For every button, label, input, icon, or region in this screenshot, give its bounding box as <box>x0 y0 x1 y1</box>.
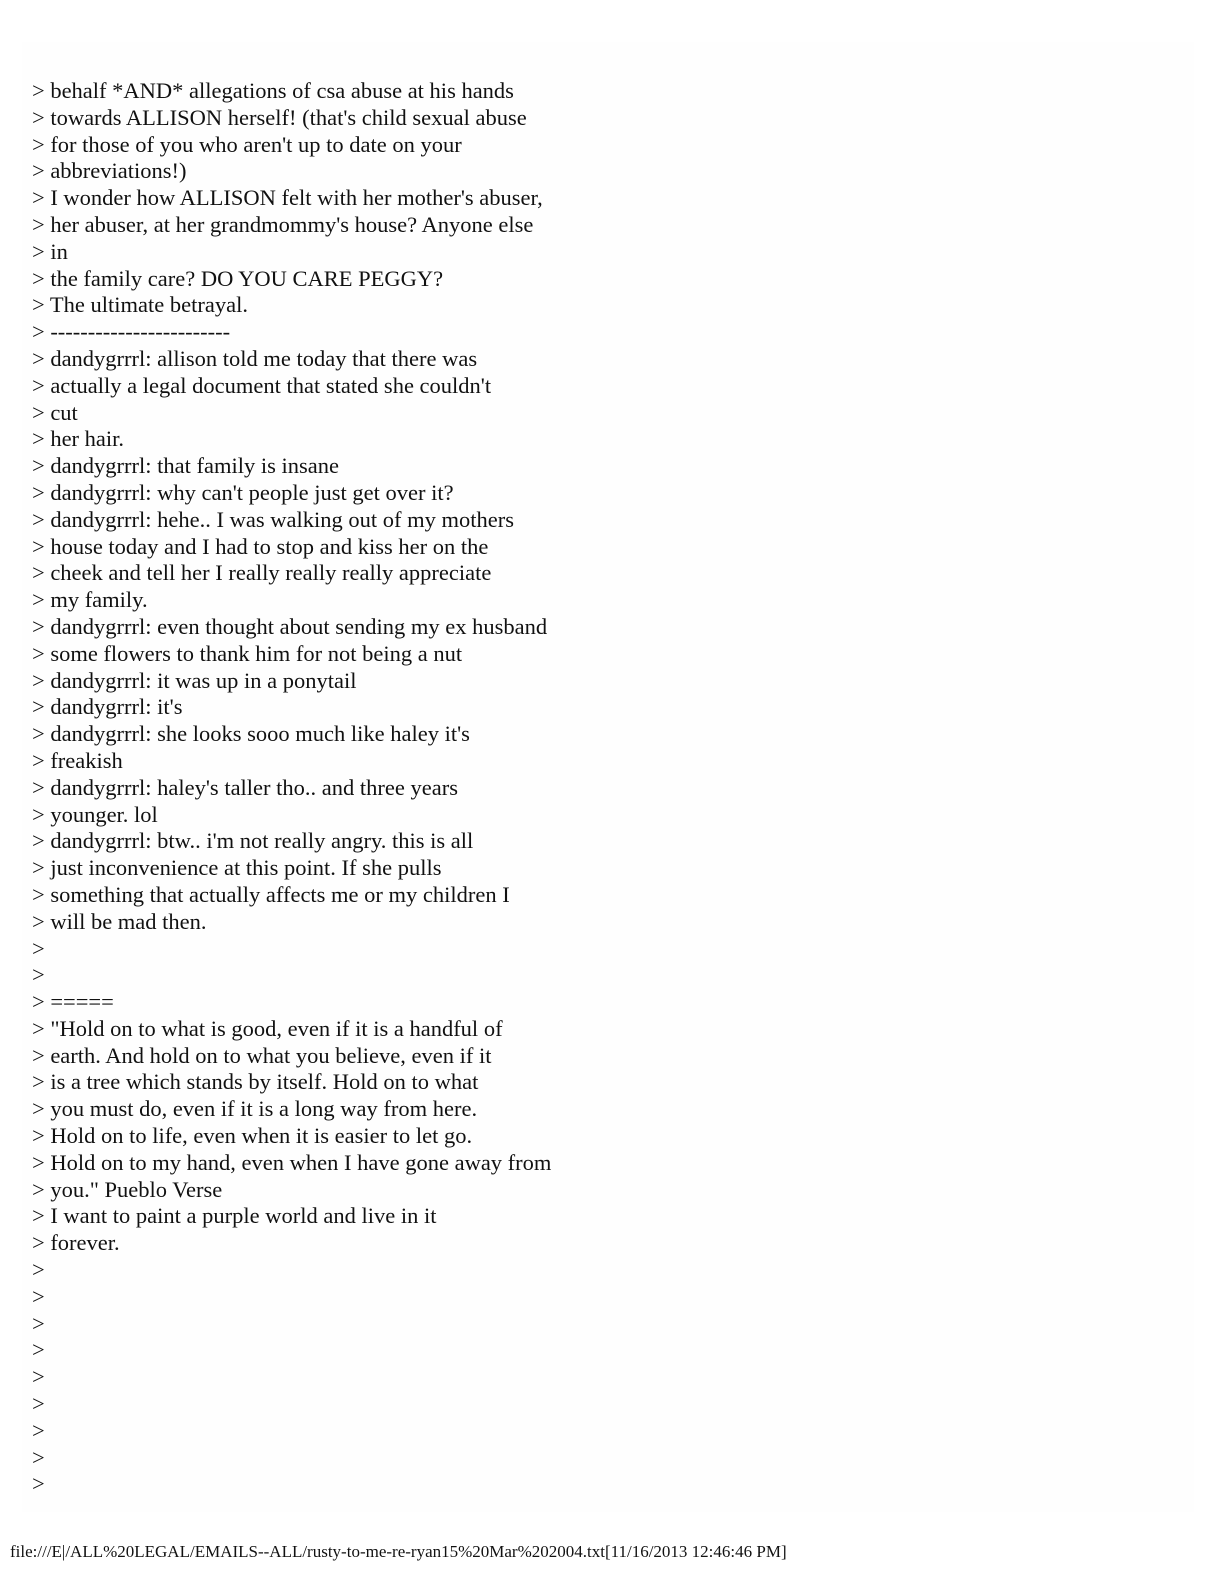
email-line: > is a tree which stands by itself. Hold on to what <box>32 1069 479 1095</box>
email-body-text <box>32 78 792 1498</box>
email-line: > <box>32 1257 45 1283</box>
email-line: > <box>32 1471 45 1497</box>
email-line: > Hold on to life, even when it is easier to let go. <box>32 1123 473 1149</box>
email-line: > some flowers to thank him for not being a nut <box>32 640 463 666</box>
email-line: > <box>32 1337 45 1363</box>
email-line: > <box>32 1310 45 1336</box>
email-line: > forever. <box>32 1230 120 1256</box>
email-line: > dandygrrrl: it was up in a ponytail <box>32 667 357 693</box>
email-line: > <box>32 1417 45 1443</box>
email-line: > The ultimate betrayal. <box>32 292 248 318</box>
email-line: > dandygrrrl: haley's taller tho.. and three years <box>32 774 458 800</box>
email-line: > actually a legal document that stated she couldn't <box>32 372 492 398</box>
email-line: > "Hold on to what is good, even if it is a handful of <box>32 1015 503 1041</box>
email-line: > dandygrrrl: btw.. i'm not really angry. this is all <box>32 828 474 854</box>
email-line: > cheek and tell her I really really really appreciate <box>32 560 492 586</box>
email-line: > younger. lol <box>32 801 158 827</box>
email-line: > you must do, even if it is a long way from here. <box>32 1096 478 1122</box>
email-line: > I wonder how ALLISON felt with her mother's abuser, <box>32 185 543 211</box>
email-line: > for those of you who aren't up to date on your <box>32 131 462 157</box>
email-line: > in <box>32 238 68 264</box>
email-line: > <box>32 962 45 988</box>
email-line: > dandygrrrl: hehe.. I was walking out of my mothers <box>32 506 514 532</box>
email-line: > will be mad then. <box>32 908 207 934</box>
email-line: > abbreviations!) <box>32 158 187 184</box>
email-line: > something that actually affects me or my children I <box>32 881 510 907</box>
email-line: > towards ALLISON herself! (that's child sexual abuse <box>32 104 527 130</box>
email-line: > <box>32 1364 45 1390</box>
email-line: > ===== <box>32 989 114 1015</box>
email-line: > <box>32 1391 45 1417</box>
email-line: > her abuser, at her grandmommy's house? Anyone else <box>32 211 534 237</box>
email-line: > earth. And hold on to what you believe, even if it <box>32 1042 492 1068</box>
email-line: > dandygrrrl: it's <box>32 694 183 720</box>
email-line: > dandygrrrl: even thought about sending my ex husband <box>32 613 548 639</box>
email-line: > <box>32 1283 45 1309</box>
email-line: > freakish <box>32 747 123 773</box>
email-line: > cut <box>32 399 78 425</box>
email-line: > just inconvenience at this point. If she pulls <box>32 855 442 881</box>
file-path-footer: file:///E|/ALL%20LEGAL/EMAILS--ALL/rusty-to-me-re-ryan15%20Mar%202004.txt[11/16/2013 12:46:46 PM] <box>10 1542 787 1561</box>
email-line: > dandygrrrl: allison told me today that there was <box>32 345 478 371</box>
email-line: > ------------------------ <box>32 319 231 345</box>
email-line: > you." Pueblo Verse <box>32 1176 223 1202</box>
email-line: > dandygrrrl: she looks sooo much like haley it's <box>32 721 470 747</box>
email-line: > house today and I had to stop and kiss her on the <box>32 533 489 559</box>
email-line: > my family. <box>32 587 148 613</box>
email-line: > her hair. <box>32 426 125 452</box>
email-line: > dandygrrrl: that family is insane <box>32 453 339 479</box>
email-line: > I want to paint a purple world and live in it <box>32 1203 437 1229</box>
email-line: > the family care? DO YOU CARE PEGGY? <box>32 265 444 291</box>
email-line: > <box>32 1444 45 1470</box>
email-line: > behalf *AND* allegations of csa abuse at his hands <box>32 78 514 103</box>
email-line: > Hold on to my hand, even when I have gone away from <box>32 1149 552 1175</box>
email-line: > dandygrrrl: why can't people just get over it? <box>32 479 454 505</box>
email-line: > <box>32 935 45 961</box>
